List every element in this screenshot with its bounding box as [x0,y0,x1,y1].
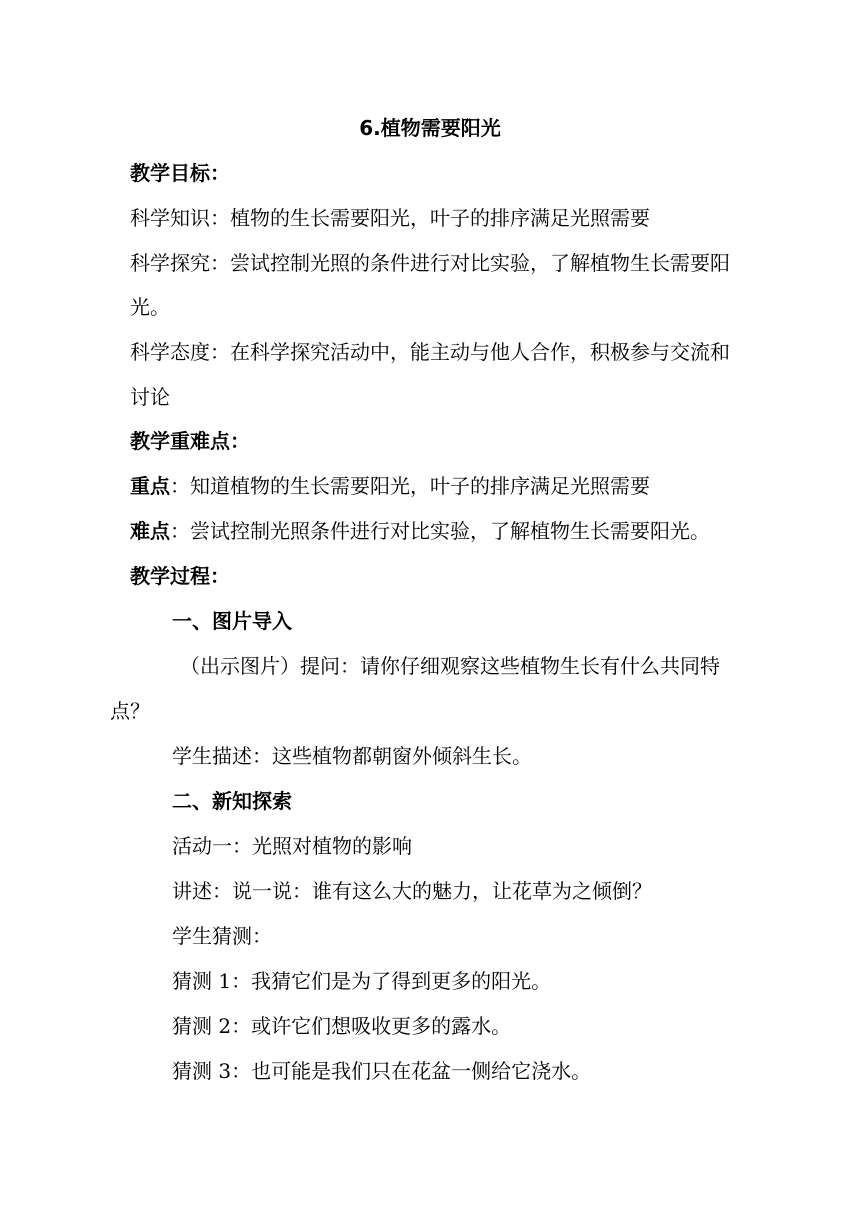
guess-3: 猜测 3：也可能是我们只在花盆一侧给它浇水。 [172,1059,592,1083]
section2-heading: 二、新知探索 [172,789,292,813]
difficult-point-line [130,517,710,545]
guess-1: 猜测 1：我猜它们是为了得到更多的阳光。 [172,969,552,993]
guess-2: 猜测 2：或许它们想吸收更多的露水。 [172,1014,512,1038]
section1-question-line2: 点？ [110,699,150,723]
objective-attitude-line2: 讨论 [130,385,170,409]
objective-attitude-line1: 科学态度：在科学探究活动中，能主动与他人合作，积极参与交流和 [130,340,730,364]
section1-heading: 一、图片导入 [172,609,292,633]
section1-student-description: 学生描述：这些植物都朝窗外倾斜生长。 [172,744,532,768]
activity1-title: 活动一：光照对植物的影响 [172,834,412,858]
objective-knowledge: 科学知识：植物的生长需要阳光，叶子的排序满足光照需要 [130,206,650,230]
key-point-line [130,472,650,500]
key-point-label: 重点 [130,474,170,498]
objectives-heading: 教学目标： [130,161,230,185]
objective-inquiry-line2: 光。 [130,295,170,319]
page-title: 6.植物需要阳光 [359,116,501,140]
student-guess-heading: 学生猜测： [172,924,272,948]
key-point-text: ：知道植物的生长需要阳光，叶子的排序满足光照需要 [170,474,650,498]
narration-line: 讲述：说一说：谁有这么大的魅力，让花草为之倾倒？ [172,879,652,903]
objective-inquiry-line1: 科学探究：尝试控制光照的条件进行对比实验，了解植物生长需要阳 [130,251,730,275]
difficult-point-text: ：尝试控制光照条件进行对比实验，了解植物生长需要阳光。 [170,519,710,543]
section1-question-line1: （出示图片）提问：请你仔细观察这些植物生长有什么共同特 [180,654,720,678]
key-difficult-heading: 教学重难点： [130,429,250,453]
process-heading: 教学过程： [130,564,230,588]
difficult-point-label: 难点 [130,519,170,543]
